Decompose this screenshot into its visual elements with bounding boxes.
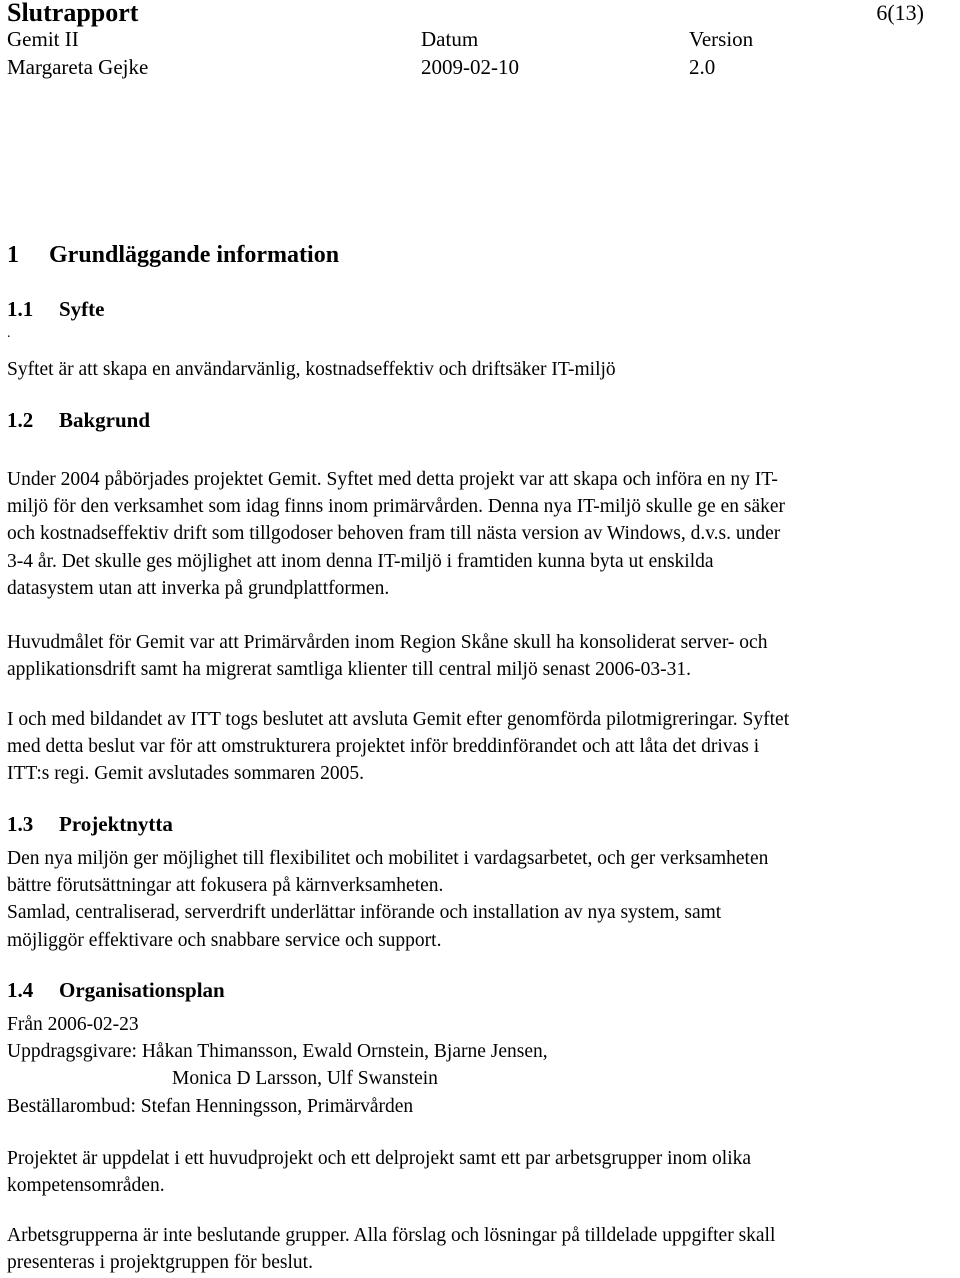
page-number: 6(13): [876, 0, 924, 25]
organisation-list: [7, 1011, 960, 1120]
version-label: Version: [689, 27, 754, 51]
subsection-title: Bakgrund: [59, 408, 151, 432]
subsection-number: 1.4: [7, 978, 34, 1002]
text-line: datasystem utan att inverka på grundplattformen.: [7, 577, 390, 599]
organisation-paragraph-1: [7, 1145, 960, 1199]
text-line: och kostnadseffektiv drift som tillgodoser behoven fram till nästa version av Windows, d.v.s. under: [7, 523, 781, 545]
text-line: bättre förutsättningar att fokusera på kärnverksamheten.: [7, 875, 444, 897]
text-line: Beställarombud: Stefan Henningsson, Primärvården: [7, 1095, 414, 1117]
text-line: Under 2004 påbörjades projektet Gemit. Syftet med detta projekt var att skapa och införa en ny IT-: [7, 469, 778, 490]
section-title: Grundläggande information: [49, 242, 340, 268]
bakgrund-paragraph-2: [7, 629, 960, 683]
text-line: Huvudmålet för Gemit var att Primärvården inom Region Skåne skull ha konsoliderat server- och: [7, 632, 768, 653]
subsection-heading-bakgrund: [7, 408, 150, 433]
subsection-number: 1.1: [7, 297, 34, 321]
subsection-heading-organisationsplan: [7, 978, 225, 1003]
text-line: Monica D Larsson, Ulf Swanstein: [172, 1068, 438, 1090]
version-value: 2.0: [689, 55, 716, 79]
document-title: Slutrapport: [7, 0, 139, 27]
section-number: 1: [7, 242, 19, 268]
text-line: med detta beslut var för att omstrukturera projektet inför breddinförandet och att låta det drivas i: [7, 736, 760, 758]
subsection-title: Organisationsplan: [59, 978, 225, 1002]
text-line: applikationsdrift samt ha migrerat samtliga klienter till central miljö senast 2006-03-31.: [7, 659, 691, 681]
subsection-title: Syfte: [59, 297, 105, 321]
text-line: Uppdragsgivare: Håkan Thimansson, Ewald Ornstein, Bjarne Jensen,: [7, 1041, 548, 1063]
date-value: 2009-02-10: [421, 55, 519, 79]
section-heading-1: [7, 242, 339, 269]
text-line: kompetensområden.: [7, 1175, 165, 1197]
bakgrund-paragraph-1: [7, 466, 960, 602]
text-line: Den nya miljön ger möjlighet till flexibilitet och mobilitet i vardagsarbetet, och ger verksamheten: [7, 848, 769, 869]
project-name: Gemit II: [7, 27, 79, 51]
stray-dot: .: [7, 326, 11, 341]
text-line: Från 2006-02-23: [7, 1014, 139, 1035]
text-line: 3-4 år. Det skulle ges möjlighet att inom denna IT-miljö i framtiden kunna byta ut enskilda: [7, 550, 714, 572]
date-label: Datum: [421, 27, 479, 51]
subsection-title: Projektnytta: [59, 812, 173, 836]
text-line: ITT:s regi. Gemit avslutades sommaren 2005.: [7, 763, 364, 785]
text-line: möjliggör effektivare och snabbare service och support.: [7, 929, 442, 951]
text-line: Samlad, centraliserad, serverdrift underlättar införande och installation av nya system, samt: [7, 902, 722, 924]
text-line: Projektet är uppdelat i ett huvudprojekt och ett delprojekt samt ett par arbetsgrupper inom olika: [7, 1148, 752, 1169]
text-line: presenteras i projektgruppen för beslut.: [7, 1252, 313, 1274]
syfte-text: Syftet är att skapa en användarvänlig, kostnadseffektiv och driftsäker IT-miljö: [7, 359, 616, 380]
text-line: Arbetsgrupperna är inte beslutande grupper. Alla förslag och lösningar på tilldelade uppgifter skall: [7, 1225, 776, 1246]
subsection-number: 1.2: [7, 408, 34, 432]
projektnytta-paragraph: [7, 845, 960, 954]
bakgrund-paragraph-3: [7, 706, 960, 788]
subsection-number: 1.3: [7, 812, 34, 836]
text-line: miljö för den verksamhet som idag finns inom primärvården. Denna nya IT-miljö skulle ge en säker: [7, 496, 786, 518]
organisation-paragraph-2: [7, 1222, 960, 1276]
text-line: I och med bildandet av ITT togs beslutet att avsluta Gemit efter genomförda pilotmigreringar. Syftet: [7, 709, 790, 730]
author-name: Margareta Gejke: [7, 55, 149, 79]
subsection-heading-syfte: [7, 297, 105, 322]
subsection-heading-projektnytta: [7, 812, 173, 837]
